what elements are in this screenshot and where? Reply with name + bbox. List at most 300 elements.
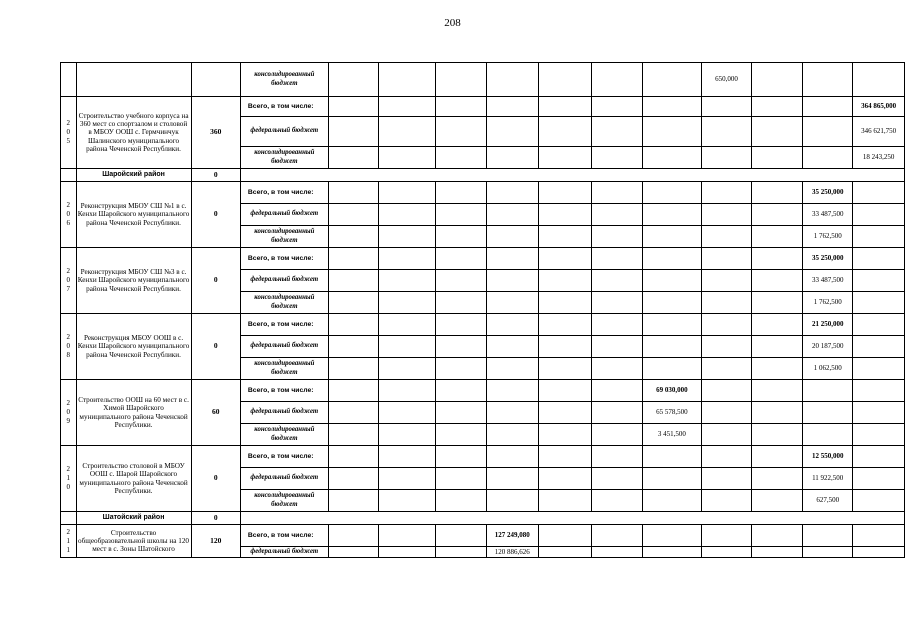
empty-cell xyxy=(486,314,538,336)
federal-budget-label: федеральный бюджет xyxy=(250,127,319,135)
consolidated-label-cell xyxy=(240,358,328,380)
empty-cell xyxy=(701,490,752,512)
capacity-cell: 60 xyxy=(191,380,240,446)
empty-cell xyxy=(752,248,803,270)
federal-budget-label: федеральный бюджет xyxy=(250,342,319,350)
value-cell: 12 550,000 xyxy=(803,446,853,468)
empty-cell xyxy=(538,468,592,490)
empty-cell xyxy=(436,314,487,336)
empty-cell xyxy=(701,248,752,270)
empty-cell xyxy=(643,468,701,490)
value-cell: 21 250,000 xyxy=(803,314,853,336)
empty-cell xyxy=(328,490,378,512)
federal-budget-label: федеральный бюджет xyxy=(250,547,319,555)
empty-cell xyxy=(486,147,538,169)
empty-cell xyxy=(701,468,752,490)
empty-cell xyxy=(701,204,752,226)
consolidated-budget-label: консолидированный бюджет xyxy=(254,71,315,87)
row-number-digit: 6 xyxy=(66,219,71,227)
empty-cell xyxy=(328,117,378,147)
table-row xyxy=(61,446,905,468)
empty-cell xyxy=(436,402,487,424)
total-label: Всего, в том числе: xyxy=(247,452,314,460)
empty-cell xyxy=(803,525,853,547)
empty-cell xyxy=(538,380,592,402)
value-cell: 120 886,626 xyxy=(486,547,538,558)
row-number-digit: 2 xyxy=(66,201,71,209)
empty-cell xyxy=(328,248,378,270)
empty-cell xyxy=(643,270,701,292)
empty-cell xyxy=(853,270,905,292)
empty-cell xyxy=(436,380,487,402)
empty-cell xyxy=(643,248,701,270)
row-number-digit: 0 xyxy=(66,210,71,218)
empty-cell xyxy=(752,292,803,314)
total-label: Всего, в том числе: xyxy=(247,386,314,394)
empty-cell xyxy=(643,147,701,169)
empty-cell xyxy=(538,314,592,336)
empty-cell xyxy=(853,182,905,204)
empty-cell xyxy=(486,380,538,402)
empty-cell xyxy=(486,336,538,358)
row-number-digit: 2 xyxy=(66,267,71,275)
empty-cell xyxy=(643,314,701,336)
empty-cell xyxy=(328,525,378,547)
empty-cell xyxy=(592,424,643,446)
empty-cell xyxy=(701,182,752,204)
empty-cell xyxy=(752,490,803,512)
consolidated-budget-label: консолидированный бюджет xyxy=(254,294,315,310)
row-number-digit: 1 xyxy=(66,545,71,554)
capacity-cell: 360 xyxy=(191,97,240,169)
row-number-cell xyxy=(61,525,77,558)
row-number-digit: 2 xyxy=(66,527,71,536)
district-name: Шатойский район xyxy=(76,512,191,525)
empty-cell xyxy=(378,63,435,97)
empty-cell xyxy=(538,182,592,204)
empty-cell xyxy=(538,248,592,270)
empty-cell xyxy=(486,446,538,468)
empty-cell xyxy=(328,182,378,204)
empty-cell xyxy=(643,97,701,117)
empty-cell xyxy=(538,147,592,169)
empty-cell xyxy=(643,446,701,468)
empty-cell xyxy=(592,314,643,336)
empty-cell xyxy=(701,336,752,358)
empty-cell xyxy=(592,63,643,97)
empty-cell xyxy=(803,547,853,558)
empty-cell xyxy=(538,424,592,446)
empty-cell xyxy=(378,525,435,547)
empty-cell xyxy=(752,63,803,97)
empty-cell xyxy=(643,182,701,204)
row-number-cell xyxy=(61,63,77,97)
federal-budget-label: федеральный бюджет xyxy=(250,474,319,482)
row-number-digit: 8 xyxy=(66,351,71,359)
empty-cell xyxy=(436,226,487,248)
empty-cell xyxy=(853,204,905,226)
empty-cell xyxy=(853,525,905,547)
empty-cell xyxy=(436,117,487,147)
empty-cell xyxy=(378,292,435,314)
empty-cell xyxy=(752,358,803,380)
row-number-digit: 2 xyxy=(66,333,71,341)
empty-cell xyxy=(328,547,378,558)
empty-cell xyxy=(436,490,487,512)
empty-cell xyxy=(436,292,487,314)
capacity-cell xyxy=(191,63,240,97)
district-row xyxy=(61,169,905,182)
empty-cell xyxy=(378,182,435,204)
empty-cell xyxy=(752,270,803,292)
capacity-cell: 0 xyxy=(191,248,240,314)
empty-cell xyxy=(592,336,643,358)
empty-cell xyxy=(803,63,853,97)
empty-cell xyxy=(486,270,538,292)
empty-cell xyxy=(752,468,803,490)
empty-cell xyxy=(643,525,701,547)
total-label-cell xyxy=(240,314,328,336)
table-row xyxy=(61,97,905,117)
empty-cell xyxy=(538,547,592,558)
empty-cell xyxy=(486,182,538,204)
value-cell: 346 621,750 xyxy=(853,117,905,147)
empty-cell xyxy=(803,97,853,117)
empty-cell xyxy=(378,226,435,248)
empty-cell xyxy=(538,226,592,248)
empty-cell xyxy=(853,547,905,558)
value-cell: 3 451,500 xyxy=(643,424,701,446)
empty-cell xyxy=(853,446,905,468)
empty-cell xyxy=(853,314,905,336)
capacity-cell: 0 xyxy=(191,446,240,512)
empty-cell xyxy=(378,446,435,468)
federal-budget-label: федеральный бюджет xyxy=(250,408,319,416)
district-spacer xyxy=(61,169,77,182)
district-empty xyxy=(240,169,904,182)
empty-cell xyxy=(486,402,538,424)
total-label: Всего, в том числе: xyxy=(247,320,314,328)
district-spacer xyxy=(61,512,77,525)
empty-cell xyxy=(486,248,538,270)
value-cell: 20 187,500 xyxy=(803,336,853,358)
row-number-cell xyxy=(61,314,77,380)
empty-cell xyxy=(378,358,435,380)
row-number-digit: 0 xyxy=(66,128,71,136)
empty-cell xyxy=(701,402,752,424)
empty-cell xyxy=(643,292,701,314)
consolidated-label-cell xyxy=(240,147,328,169)
empty-cell xyxy=(378,270,435,292)
empty-cell xyxy=(328,63,378,97)
empty-cell xyxy=(701,147,752,169)
empty-cell xyxy=(486,358,538,380)
empty-cell xyxy=(752,117,803,147)
empty-cell xyxy=(328,204,378,226)
empty-cell xyxy=(486,204,538,226)
empty-cell xyxy=(752,402,803,424)
empty-cell xyxy=(538,63,592,97)
row-number-digit: 7 xyxy=(66,285,71,293)
empty-cell xyxy=(592,446,643,468)
empty-cell xyxy=(643,358,701,380)
empty-cell xyxy=(752,547,803,558)
value-cell: 627,500 xyxy=(803,490,853,512)
total-label-cell xyxy=(240,248,328,270)
empty-cell xyxy=(378,314,435,336)
empty-cell xyxy=(378,468,435,490)
empty-cell xyxy=(378,336,435,358)
empty-cell xyxy=(378,97,435,117)
total-label-cell xyxy=(240,380,328,402)
empty-cell xyxy=(538,117,592,147)
empty-cell xyxy=(328,226,378,248)
consolidated-label-cell xyxy=(240,226,328,248)
empty-cell xyxy=(436,336,487,358)
federal-label-cell xyxy=(240,402,328,424)
empty-cell xyxy=(486,490,538,512)
table-row xyxy=(61,248,905,270)
empty-cell xyxy=(486,292,538,314)
district-qty: 0 xyxy=(191,512,240,525)
total-label-cell xyxy=(240,182,328,204)
value-cell: 69 030,000 xyxy=(643,380,701,402)
row-number-digit: 9 xyxy=(66,417,71,425)
budget-table xyxy=(60,62,905,558)
value-cell: 127 249,080 xyxy=(486,525,538,547)
empty-cell xyxy=(436,468,487,490)
empty-cell xyxy=(803,424,853,446)
empty-cell xyxy=(701,97,752,117)
row-number-digit: 0 xyxy=(66,342,71,350)
empty-cell xyxy=(328,380,378,402)
empty-cell xyxy=(486,97,538,117)
empty-cell xyxy=(378,380,435,402)
row-number-digit: 5 xyxy=(66,137,71,145)
empty-cell xyxy=(378,117,435,147)
empty-cell xyxy=(803,147,853,169)
empty-cell xyxy=(701,270,752,292)
empty-cell xyxy=(538,490,592,512)
empty-cell xyxy=(436,182,487,204)
federal-label-cell xyxy=(240,336,328,358)
empty-cell xyxy=(592,182,643,204)
empty-cell xyxy=(853,380,905,402)
empty-cell xyxy=(436,547,487,558)
empty-cell xyxy=(592,117,643,147)
value-cell: 33 487,500 xyxy=(803,270,853,292)
empty-cell xyxy=(436,248,487,270)
empty-cell xyxy=(378,147,435,169)
value-cell: 65 578,500 xyxy=(643,402,701,424)
empty-cell xyxy=(853,292,905,314)
empty-cell xyxy=(752,336,803,358)
district-name: Шаройский район xyxy=(76,169,191,182)
empty-cell xyxy=(328,147,378,169)
empty-cell xyxy=(328,314,378,336)
capacity-cell: 120 xyxy=(191,525,240,558)
value-cell: 33 487,500 xyxy=(803,204,853,226)
empty-cell xyxy=(538,446,592,468)
federal-label-cell xyxy=(240,117,328,147)
empty-cell xyxy=(643,204,701,226)
empty-cell xyxy=(752,446,803,468)
empty-cell xyxy=(486,468,538,490)
federal-budget-label: федеральный бюджет xyxy=(250,276,319,284)
row-number-digit: 0 xyxy=(66,276,71,284)
value-cell: 11 922,500 xyxy=(803,468,853,490)
row-number-cell xyxy=(61,380,77,446)
table-row xyxy=(61,525,905,547)
value-cell: 1 762,500 xyxy=(803,226,853,248)
value-cell: 18 243,250 xyxy=(853,147,905,169)
object-name-cell: Строительство общеобразовательной школы на 120 мест в с. Зоны Шатойского xyxy=(76,525,191,558)
empty-cell xyxy=(378,547,435,558)
row-number-digit: 0 xyxy=(66,483,71,491)
empty-cell xyxy=(853,336,905,358)
value-cell: 35 250,000 xyxy=(803,182,853,204)
object-name-cell: Строительство учебного корпуса на 360 мест со спортзалом и столовой в МБОУ ООШ с. Гермчинчук Шалинского муниципального района Чеченской Республики. xyxy=(76,97,191,169)
value-cell: 35 250,000 xyxy=(803,248,853,270)
empty-cell xyxy=(592,358,643,380)
federal-budget-label: федеральный бюджет xyxy=(250,210,319,218)
total-label: Всего, в том числе: xyxy=(247,102,314,110)
object-name-cell: Строительство ООШ на 60 мест в с. Химой Шаройского муниципального района Чеченской Республики. xyxy=(76,380,191,446)
empty-cell xyxy=(701,525,752,547)
empty-cell xyxy=(592,380,643,402)
row-number-digit: 1 xyxy=(66,474,71,482)
empty-cell xyxy=(486,424,538,446)
row-number-cell xyxy=(61,248,77,314)
empty-cell xyxy=(752,182,803,204)
empty-cell xyxy=(436,525,487,547)
empty-cell xyxy=(328,424,378,446)
empty-cell xyxy=(378,490,435,512)
empty-cell xyxy=(538,270,592,292)
empty-cell xyxy=(328,97,378,117)
empty-cell xyxy=(643,63,701,97)
district-qty: 0 xyxy=(191,169,240,182)
empty-cell xyxy=(592,292,643,314)
consolidated-label-cell xyxy=(240,292,328,314)
empty-cell xyxy=(803,380,853,402)
empty-cell xyxy=(592,97,643,117)
empty-cell xyxy=(853,248,905,270)
federal-label-cell xyxy=(240,204,328,226)
empty-cell xyxy=(752,97,803,117)
empty-cell xyxy=(436,358,487,380)
empty-cell xyxy=(328,270,378,292)
empty-cell xyxy=(538,402,592,424)
empty-cell xyxy=(592,270,643,292)
consolidated-label-cell xyxy=(240,63,328,97)
empty-cell xyxy=(436,63,487,97)
district-empty xyxy=(240,512,904,525)
empty-cell xyxy=(752,226,803,248)
empty-cell xyxy=(486,117,538,147)
empty-cell xyxy=(752,204,803,226)
empty-cell xyxy=(328,292,378,314)
object-name-cell: Строительство столовой в МБОУ ООШ с. Шарой Шаройского муниципального района Чеченской Республики. xyxy=(76,446,191,512)
row-number-digit: 1 xyxy=(66,536,71,545)
empty-cell xyxy=(592,525,643,547)
total-label-cell xyxy=(240,525,328,547)
empty-cell xyxy=(486,63,538,97)
empty-cell xyxy=(436,204,487,226)
consolidated-budget-label: консолидированный бюджет xyxy=(254,149,315,165)
empty-cell xyxy=(643,336,701,358)
empty-cell xyxy=(328,446,378,468)
federal-label-cell xyxy=(240,547,328,558)
empty-cell xyxy=(328,402,378,424)
district-row xyxy=(61,512,905,525)
empty-cell xyxy=(853,358,905,380)
value-cell: 364 865,000 xyxy=(853,97,905,117)
empty-cell xyxy=(538,204,592,226)
consolidated-budget-label: консолидированный бюджет xyxy=(254,426,315,442)
empty-cell xyxy=(592,402,643,424)
empty-cell xyxy=(701,547,752,558)
empty-cell xyxy=(853,490,905,512)
row-number-cell xyxy=(61,446,77,512)
empty-cell xyxy=(328,336,378,358)
empty-cell xyxy=(701,117,752,147)
empty-cell xyxy=(592,490,643,512)
empty-cell xyxy=(853,226,905,248)
empty-cell xyxy=(853,63,905,97)
object-name-cell xyxy=(76,63,191,97)
table-row xyxy=(61,182,905,204)
empty-cell xyxy=(701,226,752,248)
empty-cell xyxy=(752,314,803,336)
empty-cell xyxy=(701,292,752,314)
empty-cell xyxy=(592,468,643,490)
empty-cell xyxy=(853,402,905,424)
empty-cell xyxy=(853,468,905,490)
empty-cell xyxy=(592,147,643,169)
total-label-cell xyxy=(240,97,328,117)
empty-cell xyxy=(538,97,592,117)
row-number-digit: 0 xyxy=(66,408,71,416)
empty-cell xyxy=(328,468,378,490)
consolidated-label-cell xyxy=(240,424,328,446)
total-label: Всего, в том числе: xyxy=(247,188,314,196)
capacity-cell: 0 xyxy=(191,314,240,380)
empty-cell xyxy=(752,380,803,402)
empty-cell xyxy=(378,248,435,270)
federal-label-cell xyxy=(240,468,328,490)
table-row xyxy=(61,380,905,402)
empty-cell xyxy=(752,147,803,169)
row-number-digit: 2 xyxy=(66,119,71,127)
empty-cell xyxy=(643,226,701,248)
empty-cell xyxy=(436,424,487,446)
row-number-digit: 2 xyxy=(66,465,71,473)
empty-cell xyxy=(701,380,752,402)
empty-cell xyxy=(328,358,378,380)
page-number: 208 xyxy=(444,17,461,29)
empty-cell xyxy=(592,204,643,226)
capacity-cell: 0 xyxy=(191,182,240,248)
table-row xyxy=(61,314,905,336)
consolidated-budget-label: консолидированный бюджет xyxy=(254,360,315,376)
value-cell: 650,000 xyxy=(701,63,752,97)
object-name-cell: Реконструкция МБОУ СШ №1 в с. Кенхи Шаройского муниципального района Чеченской Республики. xyxy=(76,182,191,248)
value-cell: 1 062,500 xyxy=(803,358,853,380)
empty-cell xyxy=(643,547,701,558)
empty-cell xyxy=(752,424,803,446)
empty-cell xyxy=(538,525,592,547)
